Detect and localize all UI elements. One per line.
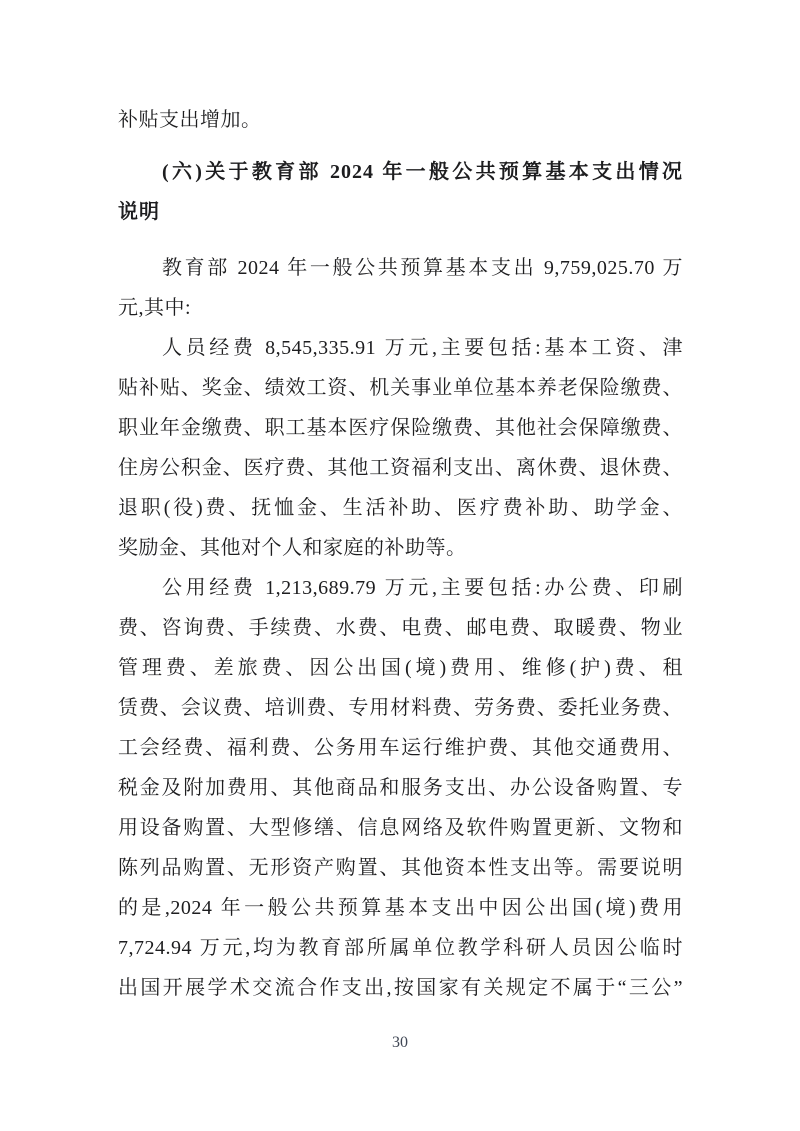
- text-line: 出国开展学术交流合作支出,按国家有关规定不属于“三公”: [118, 977, 683, 999]
- text-line: 人员经费 8,545,335.91 万元,主要包括:基本工资、津: [162, 337, 683, 359]
- text-line: 管理费、差旅费、因公出国(境)费用、维修(护)费、租: [118, 657, 683, 679]
- text-line: 住房公积金、医疗费、其他工资福利支出、离休费、退休费、: [118, 457, 683, 479]
- text-line: 的是,2024 年一般公共预算基本支出中因公出国(境)费用: [118, 897, 683, 919]
- text-line: 贴补贴、奖金、绩效工资、机关事业单位基本养老保险缴费、: [118, 377, 683, 399]
- text-line: 职业年金缴费、职工基本医疗保险缴费、其他社会保障缴费、: [118, 417, 683, 439]
- text-line: 7,724.94 万元,均为教育部所属单位教学科研人员因公临时: [118, 937, 683, 959]
- text-line: 奖励金、其他对个人和家庭的补助等。: [118, 537, 467, 559]
- section-heading: [118, 152, 683, 232]
- page-number: 30: [392, 1034, 408, 1051]
- text-line: 教育部 2024 年一般公共预算基本支出 9,759,025.70 万: [162, 257, 683, 279]
- text-line: 税金及附加费用、其他商品和服务支出、办公设备购置、专: [118, 777, 683, 799]
- paragraph-public-expenses: [118, 568, 683, 1008]
- text-line: 陈列品购置、无形资产购置、其他资本性支出等。需要说明: [118, 857, 683, 879]
- text-line: 工会经费、福利费、公务用车运行维护费、其他交通费用、: [118, 737, 683, 759]
- document-content: [118, 100, 683, 1008]
- paragraph-continuation: [118, 100, 683, 140]
- text-line: 元,其中:: [118, 297, 192, 319]
- heading-line-2: 说明: [118, 201, 160, 223]
- paragraph-personnel-expenses: [118, 328, 683, 568]
- text-line: 补贴支出增加。: [118, 109, 262, 131]
- heading-line-1: (六)关于教育部 2024 年一般公共预算基本支出情况: [162, 161, 683, 183]
- text-line: 用设备购置、大型修缮、信息网络及软件购置更新、文物和: [118, 817, 683, 839]
- paragraph-total-expenditure: [118, 248, 683, 328]
- text-line: 公用经费 1,213,689.79 万元,主要包括:办公费、印刷: [162, 577, 683, 599]
- text-line: 退职(役)费、抚恤金、生活补助、医疗费补助、助学金、: [118, 497, 683, 519]
- text-line: 赁费、会议费、培训费、专用材料费、劳务费、委托业务费、: [118, 697, 683, 719]
- text-line: 费、咨询费、手续费、水费、电费、邮电费、取暖费、物业: [118, 617, 683, 639]
